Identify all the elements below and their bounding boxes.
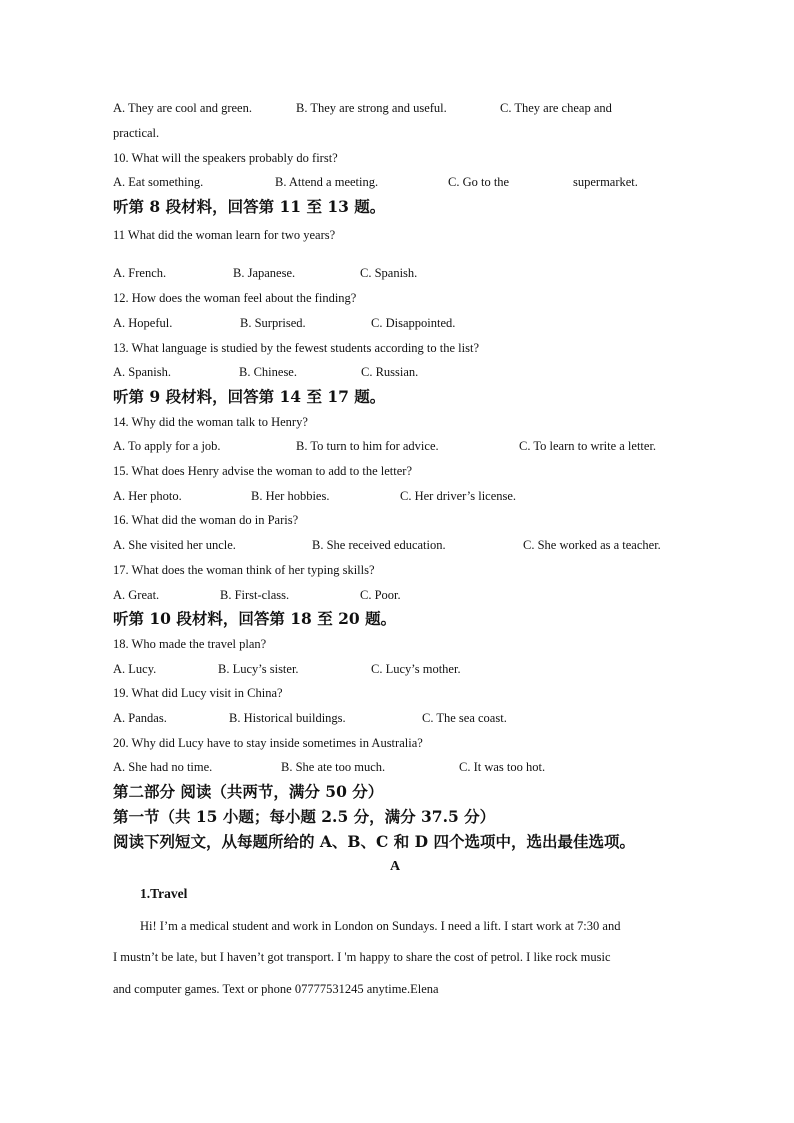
q16-option-a: A. She visited her uncle. <box>113 538 236 552</box>
q18-option-b: B. Lucy’s sister. <box>218 662 299 676</box>
passage-title: 1.Travel <box>140 886 188 901</box>
q10-option-b: B. Attend a meeting. <box>275 175 379 189</box>
q13-option-b: B. Chinese. <box>239 365 297 379</box>
q11-option-c: C. Spanish. <box>360 266 418 280</box>
section-heading-10: 听第 10 段材料，回答第 18 至 20 题。 <box>113 609 397 628</box>
q10-option-c-tail: supermarket. <box>573 175 638 189</box>
q13-option-a: A. Spanish. <box>113 365 171 379</box>
q9-option-a: A. They are cool and green. <box>113 101 252 115</box>
question-18: 18. Who made the travel plan? <box>113 637 267 651</box>
question-10: 10. What will the speakers probably do first? <box>113 151 338 165</box>
question-12: 12. How does the woman feel about the finding? <box>113 291 357 305</box>
section-heading-8: 听第 8 段材料，回答第 11 至 13 题。 <box>113 197 386 216</box>
q10-option-a: A. Eat something. <box>113 175 204 189</box>
question-11: 11 What did the woman learn for two years? <box>113 228 336 242</box>
question-16: 16. What did the woman do in Paris? <box>113 513 299 527</box>
q19-option-c: C. The sea coast. <box>422 711 507 725</box>
q14-option-c: C. To learn to write a letter. <box>519 439 657 453</box>
q18-option-a: A. Lucy. <box>113 662 157 676</box>
q12-option-b: B. Surprised. <box>240 316 306 330</box>
question-20: 20. Why did Lucy have to stay inside sometimes in Australia? <box>113 736 423 750</box>
question-19: 19. What did Lucy visit in China? <box>113 686 283 700</box>
q14-option-a: A. To apply for a job. <box>113 439 221 453</box>
q13-option-c: C. Russian. <box>361 365 419 379</box>
q17-option-b: B. First-class. <box>220 588 290 602</box>
q20-option-c: C. It was too hot. <box>459 760 546 774</box>
q10-option-c: C. Go to the <box>448 175 510 189</box>
q11-option-a: A. French. <box>113 266 167 280</box>
q9-option-c-continued: practical. <box>113 126 160 140</box>
passage-line-2: I mustn’t be late, but I haven’t got transport. I 'm happy to share the cost of petrol. I like rock music <box>113 950 611 964</box>
question-15: 15. What does Henry advise the woman to add to the letter? <box>113 464 412 478</box>
q15-option-c: C. Her driver’s license. <box>400 489 517 503</box>
q16-option-b: B. She received education. <box>312 538 446 552</box>
q17-option-a: A. Great. <box>113 588 160 602</box>
part-two-heading: 第二部分 阅读（共两节，满分 50 分） <box>113 782 384 801</box>
q15-option-b: B. Her hobbies. <box>251 489 330 503</box>
q9-option-c: C. They are cheap and <box>500 101 612 115</box>
q15-option-a: A. Her photo. <box>113 489 182 503</box>
passage-line-3: and computer games. Text or phone 07777531245 anytime.Elena <box>113 982 439 996</box>
question-13: 13. What language is studied by the fewest students according to the list? <box>113 341 480 355</box>
q14-option-b: B. To turn to him for advice. <box>296 439 439 453</box>
question-17: 17. What does the woman think of her typing skills? <box>113 563 375 577</box>
section-one-heading: 第一节（共 15 小题；每小题 2.5 分，满分 37.5 分） <box>113 807 496 826</box>
q19-option-b: B. Historical buildings. <box>229 711 346 725</box>
q12-option-c: C. Disappointed. <box>371 316 456 330</box>
reading-instructions: 阅读下列短文，从每题所给的 A、B、C 和 D 四个选项中，选出最佳选项。 <box>113 832 635 851</box>
q20-option-a: A. She had no time. <box>113 760 213 774</box>
section-heading-9: 听第 9 段材料，回答第 14 至 17 题。 <box>113 387 386 406</box>
passage-letter: A <box>390 859 401 874</box>
q17-option-c: C. Poor. <box>360 588 401 602</box>
q20-option-b: B. She ate too much. <box>281 760 386 774</box>
q9-option-b: B. They are strong and useful. <box>296 101 447 115</box>
q18-option-c: C. Lucy’s mother. <box>371 662 461 676</box>
q16-option-c: C. She worked as a teacher. <box>523 538 661 552</box>
passage-line-1: Hi! I’m a medical student and work in London on Sundays. I need a lift. I start work at 7:30 and <box>140 919 621 933</box>
q19-option-a: A. Pandas. <box>113 711 167 725</box>
question-14: 14. Why did the woman talk to Henry? <box>113 415 308 429</box>
q12-option-a: A. Hopeful. <box>113 316 173 330</box>
q11-option-b: B. Japanese. <box>233 266 296 280</box>
